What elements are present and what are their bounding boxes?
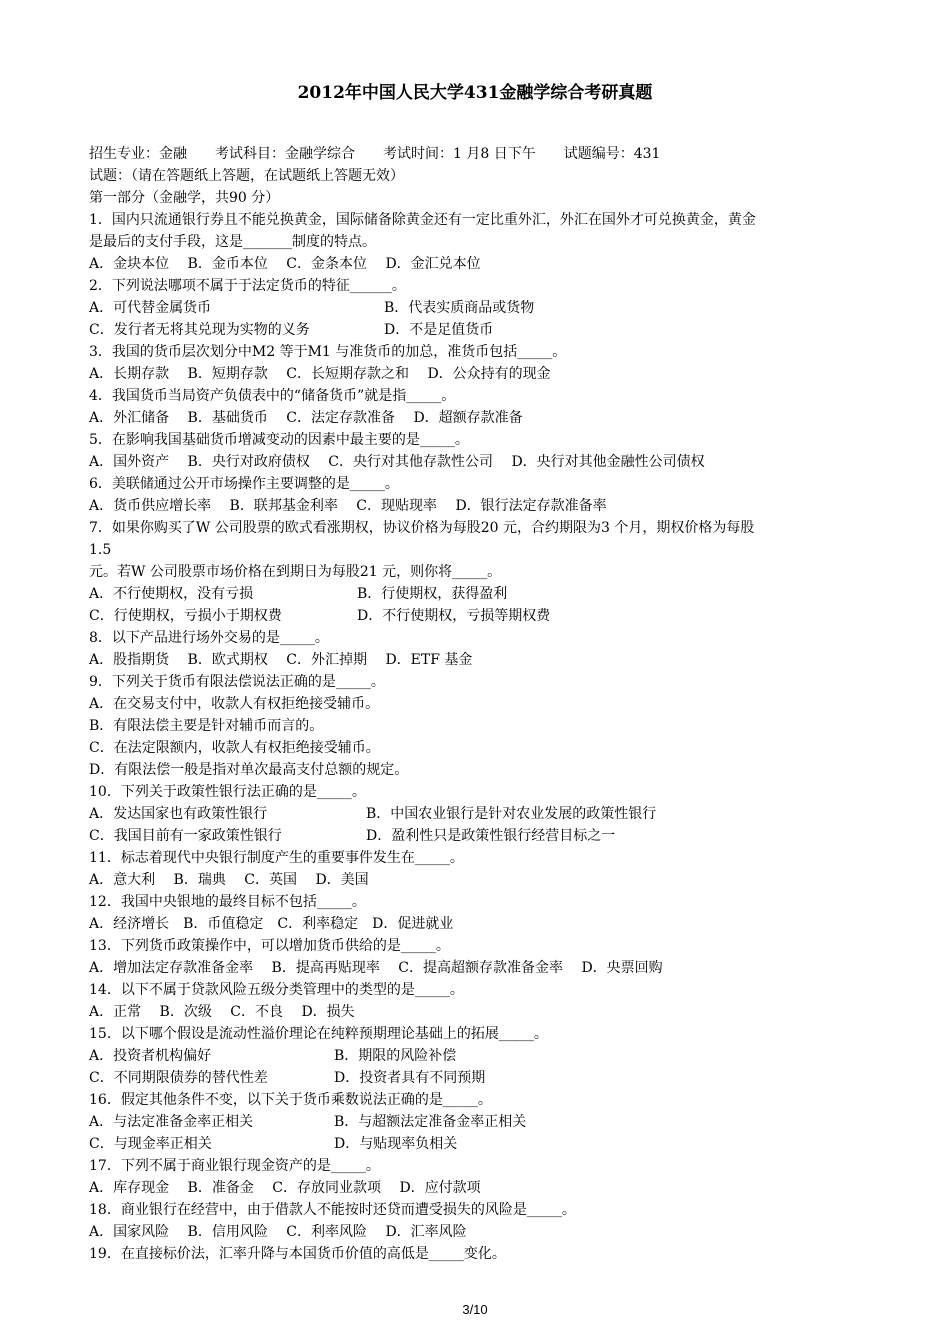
question-3: 3．我国的货币层次划分中M2 等于M1 与准货币的加总，准货币包括_____。 [89, 344, 567, 360]
question-1-line-1: 1．国内只流通银行券且不能兑换黄金，国际储备除黄金还有一定比重外汇，外汇在国外才可兑换黄金，黄金 [89, 212, 756, 228]
question-11-options: A．意大利 B．瑞典 C．英国 D．美国 [89, 872, 369, 888]
option-d: D．投资者具有不同预期 [334, 1070, 486, 1086]
question-9: 9．下列关于货币有限法偿说法正确的是_____。 [89, 674, 385, 690]
option-b: B．行使期权，获得盈利 [357, 586, 508, 602]
option-c: C．行使期权，亏损小于期权费 [89, 608, 282, 624]
option-c: C．我国目前有一家政策性银行 [89, 828, 282, 844]
question-7-line-1: 7．如果你购买了W 公司股票的欧式看涨期权，协议价格为每股20 元，合约期限为3 个月，期权价格为每股 [89, 520, 755, 536]
question-19: 19．在直接标价法，汇率升降与本国货币价值的高低是_____变化。 [89, 1246, 506, 1262]
question-9-option-d: D．有限法偿一般是指对单次最高支付总额的规定。 [89, 762, 409, 778]
question-18: 18．商业银行在经营中，由于借款人不能按时还贷而遭受损失的风险是_____。 [89, 1202, 576, 1218]
page-title: 2012年中国人民大学431金融学综合考研真题 [297, 83, 653, 103]
question-7-options-row-1 [89, 583, 904, 605]
question-6-options: A．货币供应增长率 B．联邦基金利率 C．现贴现率 D．银行法定存款准备率 [89, 498, 607, 514]
question-4-options: A．外汇储备 B．基础货币 C．法定存款准备 D．超额存款准备 [89, 410, 523, 426]
question-17-options: A．库存现金 B．准备金 C．存放同业款项 D．应付款项 [89, 1180, 481, 1196]
question-7-line-2: 1.5 [89, 542, 112, 558]
question-16-options-row-2 [89, 1133, 904, 1155]
question-12-options: A．经济增长 B．币值稳定 C．利率稳定 D．促进就业 [89, 916, 454, 932]
question-5: 5．在影响我国基础货币增减变动的因素中最主要的是_____。 [89, 432, 469, 448]
option-a: A．与法定准备金率正相关 [89, 1114, 254, 1130]
option-c: C．不同期限债券的替代性差 [89, 1070, 268, 1086]
option-b: B．期限的风险补偿 [334, 1048, 457, 1064]
exam-instruction: 试题：（请在答题纸上答题，在试题纸上答题无效） [89, 168, 404, 184]
question-7-options-row-2 [89, 605, 904, 627]
question-1-options: A．金块本位 B．金币本位 C．金条本位 D．金汇兑本位 [89, 256, 481, 272]
question-5-options: A．国外资产 B．央行对政府债权 C．央行对其他存款性公司 D．央行对其他金融性公司债权 [89, 454, 705, 470]
question-10-options-row-1 [89, 803, 904, 825]
question-8: 8．以下产品进行场外交易的是_____。 [89, 630, 329, 646]
question-16-options-row-1 [89, 1111, 904, 1133]
question-17: 17．下列不属于商业银行现金资产的是_____。 [89, 1158, 380, 1174]
question-7-line-3: 元。若W 公司股票市场价格在到期日为每股21 元，则你将_____。 [89, 564, 502, 580]
option-d: D．盈利性只是政策性银行经营目标之一 [366, 828, 616, 844]
option-b: B．与超额法定准备金率正相关 [334, 1114, 527, 1130]
option-d: D．不是足值货币 [384, 322, 494, 338]
question-2-options-row-1 [89, 297, 904, 319]
question-14-options: A．正常 B．次级 C．不良 D．损失 [89, 1004, 355, 1020]
question-10-options-row-2 [89, 825, 904, 847]
option-a: A．投资者机构偏好 [89, 1048, 212, 1064]
question-18-options: A．国家风险 B．信用风险 C．利率风险 D．汇率风险 [89, 1224, 467, 1240]
question-4: 4．我国货币当局资产负债表中的“储备货币”就是指_____。 [89, 388, 456, 404]
question-9-option-a: A．在交易支付中，收款人有权拒绝接受辅币。 [89, 696, 380, 712]
option-d: D．不行使期权，亏损等期权费 [357, 608, 551, 624]
question-15: 15．以下哪个假设是流动性溢价理论在纯粹预期理论基础上的拓展_____。 [89, 1026, 548, 1042]
question-12: 12．我国中央银地的最终目标不包括_____。 [89, 894, 366, 910]
question-1-line-2: 是最后的支付手段，这是_______制度的特点。 [89, 234, 376, 250]
option-a: A．可代替金属货币 [89, 300, 212, 316]
exam-header-info: 招生专业：金融 考试科目：金融学综合 考试时间：1 月8 日下午 试题编号：431 [89, 146, 661, 162]
question-10: 10．下列关于政策性银行法正确的是_____。 [89, 784, 366, 800]
question-15-options-row-1 [89, 1045, 904, 1067]
question-13-options: A．增加法定存款准备金率 B．提高再贴现率 C．提高超额存款准备金率 D．央票回购 [89, 960, 663, 976]
question-6: 6．美联储通过公开市场操作主要调整的是_____。 [89, 476, 399, 492]
option-b: B．中国农业银行是针对农业发展的政策性银行 [366, 806, 657, 822]
question-2: 2．下列说法哪项不属于于法定货币的特征______。 [89, 278, 406, 294]
question-9-option-c: C．在法定限额内，收款人有权拒绝接受辅币。 [89, 740, 380, 756]
option-b: B．代表实质商品或货物 [384, 300, 535, 316]
option-c: C．发行者无将其兑现为实物的义务 [89, 322, 310, 338]
question-9-option-b: B．有限法偿主要是针对辅币而言的。 [89, 718, 324, 734]
option-a: A．不行使期权，没有亏损 [89, 586, 254, 602]
question-11: 11．标志着现代中央银行制度产生的重要事件发生在_____。 [89, 850, 464, 866]
question-13: 13．下列货币政策操作中，可以增加货币供给的是_____。 [89, 938, 450, 954]
page-number: 3/10 [462, 1302, 488, 1317]
part-heading: 第一部分（金融学，共90 分） [89, 190, 280, 206]
question-14: 14．以下不属于贷款风险五级分类管理中的类型的是_____。 [89, 982, 464, 998]
question-3-options: A．长期存款 B．短期存款 C．长短期存款之和 D．公众持有的现金 [89, 366, 551, 382]
option-c: C．与现金率正相关 [89, 1136, 212, 1152]
option-a: A．发达国家也有政策性银行 [89, 806, 268, 822]
question-16: 16．假定其他条件不变，以下关于货币乘数说法正确的是_____。 [89, 1092, 492, 1108]
question-15-options-row-2 [89, 1067, 904, 1089]
question-2-options-row-2 [89, 319, 904, 341]
option-d: D．与贴现率负相关 [334, 1136, 458, 1152]
question-8-options: A．股指期货 B．欧式期权 C．外汇掉期 D．ETF 基金 [89, 652, 473, 668]
